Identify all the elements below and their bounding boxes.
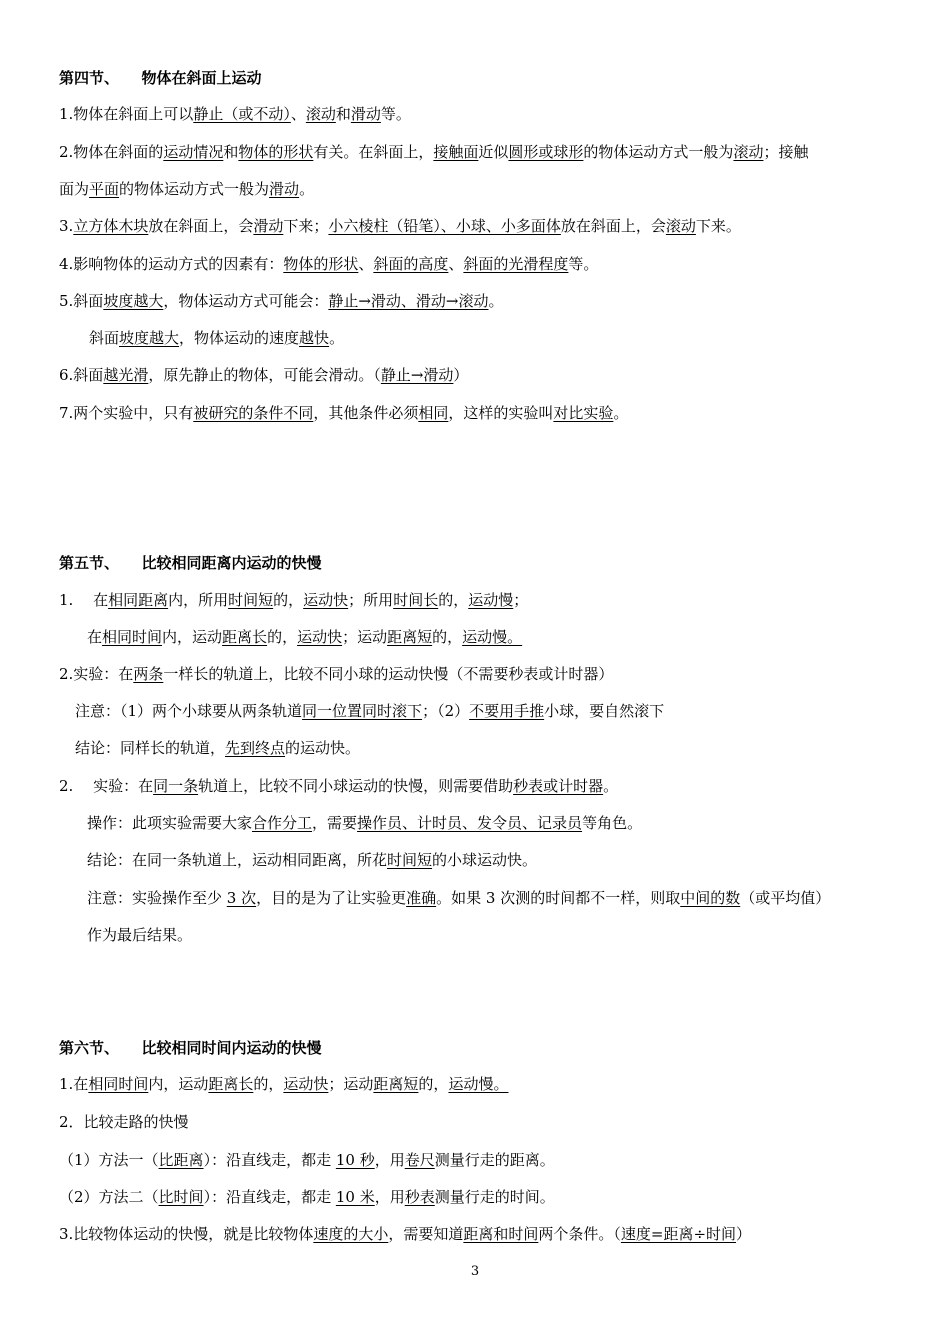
- underlined-term: 小六棱柱（铅笔）、小球、小多面体: [328, 217, 561, 235]
- s4-line-2-cont: [59, 179, 314, 199]
- text: 作为最后结果。: [87, 926, 193, 944]
- underlined-term: 静止→滑动、滑动→滚动: [328, 292, 489, 310]
- text: ；接触: [763, 143, 809, 161]
- underlined-term: 距离短: [373, 1075, 419, 1093]
- underlined-term: 坡度越大: [119, 329, 180, 347]
- underlined-term: 物体的形状: [238, 143, 314, 161]
- underlined-term: 合作分工: [252, 814, 313, 832]
- text: 。: [613, 404, 629, 422]
- s5-line-2-conclusion: [75, 738, 360, 758]
- text: 。: [488, 292, 504, 310]
- underlined-term: 越快: [299, 329, 330, 347]
- underlined-term: 3 次: [226, 889, 257, 907]
- underlined-term: 秒表: [404, 1188, 435, 1206]
- text: ，原先静止的物体，可能会滑动。（: [148, 366, 381, 384]
- text: 6.斜面: [59, 366, 104, 384]
- text: 等。: [568, 255, 599, 273]
- underlined-term: 滑动: [253, 217, 284, 235]
- s5-line-3-operation: [87, 813, 642, 833]
- underlined-term: 速度的大小: [313, 1225, 389, 1243]
- underlined-term: 被研究的条件不同: [193, 404, 314, 422]
- text: 在: [87, 628, 103, 646]
- text: 2. 实验：在: [59, 777, 154, 795]
- text: 的小球运动快。: [432, 851, 538, 869]
- text: 的，: [253, 1075, 284, 1093]
- s4-line-3: [59, 216, 741, 236]
- text: 和: [223, 143, 239, 161]
- underlined-term: 两条: [133, 665, 164, 683]
- text: 下来。: [695, 217, 741, 235]
- underlined-term: 相同时间: [88, 1075, 149, 1093]
- underlined-term: 运动快: [283, 1075, 329, 1093]
- text: 一样长的轨道上，比较不同小球的运动快慢（不需要秒表或计时器）: [163, 665, 614, 683]
- text: ）: [453, 366, 469, 384]
- text: ，物体运动的速度: [179, 329, 300, 347]
- text: 的，: [418, 1075, 449, 1093]
- text: ，需要知道: [388, 1225, 464, 1243]
- s5-line-3-note-cont: [87, 925, 192, 945]
- text: ）：沿直线走，都走: [203, 1151, 336, 1169]
- text: 注意：实验操作至少: [87, 889, 227, 907]
- text: 轨道上，比较不同小球运动的快慢，则需要借助: [198, 777, 514, 795]
- text: 的，: [432, 628, 463, 646]
- underlined-term: 距离长: [208, 1075, 254, 1093]
- text: 。: [329, 329, 345, 347]
- underlined-term: 比时间: [158, 1188, 204, 1206]
- text: 内，所用: [168, 591, 229, 609]
- s4-line-1: [59, 104, 411, 124]
- s5-line-2-note: [75, 701, 664, 721]
- text: ，其他条件必须: [313, 404, 419, 422]
- text: 的运动快。: [285, 739, 361, 757]
- underlined-term: 距离和时间: [463, 1225, 539, 1243]
- text: 。如果 3 次测的时间都不一样，则取: [436, 889, 681, 907]
- text: 7.两个实验中，只有: [59, 404, 194, 422]
- underlined-term: 运动慢。: [462, 628, 523, 646]
- text: ，目的是为了让实验更: [256, 889, 407, 907]
- s6-line-3: [59, 1224, 751, 1244]
- underlined-term: 距离长: [222, 628, 268, 646]
- underlined-term: 同一位置同时滚下: [302, 702, 423, 720]
- text: 结论：在同一条轨道上，运动相同距离，所花: [87, 851, 388, 869]
- text: 1.物体在斜面上可以: [59, 105, 194, 123]
- text: 。: [603, 777, 619, 795]
- text: 等角色。: [582, 814, 643, 832]
- text: 的，: [438, 591, 469, 609]
- underlined-term: 物体的形状: [283, 255, 359, 273]
- underlined-term: 立方体木块: [73, 217, 149, 235]
- page-number: 3: [470, 1264, 480, 1279]
- underlined-term: 滚动: [733, 143, 764, 161]
- s6-line-1: [59, 1074, 508, 1094]
- underlined-term: 同一条: [153, 777, 199, 795]
- underlined-term: 秒表或计时器: [513, 777, 604, 795]
- s5-line-1: [59, 590, 528, 610]
- underlined-term: 比距离: [158, 1151, 204, 1169]
- text: 内，运动: [162, 628, 223, 646]
- underlined-term: 卷尺: [404, 1151, 435, 1169]
- underlined-term: 运动慢: [468, 591, 514, 609]
- underlined-term: 运动情况: [163, 143, 224, 161]
- text: 内，运动: [148, 1075, 209, 1093]
- underlined-term: 滚动: [305, 105, 336, 123]
- text: 下来；: [283, 217, 329, 235]
- text: 2.实验：在: [59, 665, 134, 683]
- s5-line-1-cont: [87, 627, 522, 647]
- s5-line-2: [59, 664, 613, 684]
- text: ，物体运动方式可能会：: [163, 292, 329, 310]
- text: 结论：同样长的轨道，: [75, 739, 226, 757]
- section-6-heading: 第六节、 比较相同时间内运动的快慢: [59, 1039, 322, 1057]
- underlined-term: 运动慢。: [448, 1075, 509, 1093]
- text: 、: [290, 105, 306, 123]
- s5-line-3-note: [87, 888, 830, 908]
- s4-line-6: [59, 365, 468, 385]
- text: 1.在: [59, 1075, 89, 1093]
- text: ；: [513, 591, 529, 609]
- text: 3.: [59, 217, 74, 235]
- underlined-term: 中间的数: [680, 889, 741, 907]
- text: 测量行走的距离。: [434, 1151, 555, 1169]
- text: 有关。在斜面上，: [313, 143, 434, 161]
- underlined-term: 时间短: [387, 851, 433, 869]
- s6-line-2-method-2: [59, 1187, 555, 1207]
- text: 面为: [59, 180, 90, 198]
- underlined-term: 速度=距离÷时间: [620, 1225, 737, 1243]
- text: ，用: [374, 1188, 405, 1206]
- underlined-term: 操作员、计时员、发令员、记录员: [357, 814, 583, 832]
- s4-line-5: [59, 291, 504, 311]
- s4-line-5-cont: [89, 328, 344, 348]
- s4-line-2: [59, 142, 808, 162]
- text: 和: [335, 105, 351, 123]
- text: ，这样的实验叫: [448, 404, 554, 422]
- underlined-term: 静止→滑动: [380, 366, 454, 384]
- underlined-term: 运动快: [297, 628, 343, 646]
- text: ，需要: [312, 814, 358, 832]
- text: 。: [299, 180, 315, 198]
- text: 小球，要自然滚下: [544, 702, 665, 720]
- underlined-term: 斜面的高度: [373, 255, 449, 273]
- text: 、: [358, 255, 374, 273]
- text: 的物体运动方式一般为: [119, 180, 270, 198]
- text: 、: [448, 255, 464, 273]
- text: （1）方法一（: [59, 1151, 159, 1169]
- underlined-term: 距离短: [387, 628, 433, 646]
- underlined-term: 先到终点: [225, 739, 286, 757]
- underlined-term: 相同: [418, 404, 449, 422]
- text: 注意：（1）两个小球要从两条轨道: [75, 702, 303, 720]
- underlined-term: 斜面的光滑程度: [463, 255, 569, 273]
- text: 4.影响物体的运动方式的因素有：: [59, 255, 284, 273]
- underlined-term: 坡度越大: [103, 292, 164, 310]
- text: 两个条件。（: [538, 1225, 621, 1243]
- s5-line-3: [59, 776, 618, 796]
- underlined-term: 准确: [406, 889, 437, 907]
- s5-line-3-conclusion: [87, 850, 537, 870]
- text: 放在斜面上，会: [560, 217, 666, 235]
- underlined-term: 运动快: [303, 591, 349, 609]
- text: 斜面: [89, 329, 120, 347]
- underlined-term: 滑动: [269, 180, 300, 198]
- text: 5.斜面: [59, 292, 104, 310]
- text: ；运动: [328, 1075, 374, 1093]
- underlined-term: 10 秒: [335, 1151, 375, 1169]
- underlined-term: 接触面: [433, 143, 479, 161]
- underlined-term: 滑动: [350, 105, 381, 123]
- underlined-term: 不要用手推: [469, 702, 545, 720]
- s6-line-2-method-1: [59, 1150, 555, 1170]
- s4-line-4: [59, 254, 598, 274]
- underlined-term: 平面: [89, 180, 120, 198]
- underlined-term: 相同距离: [108, 591, 169, 609]
- text: ）：沿直线走，都走: [203, 1188, 336, 1206]
- text: ；（2）: [422, 702, 470, 720]
- text: 3.比较物体运动的快慢，就是比较物体: [59, 1225, 314, 1243]
- text: 的，: [267, 628, 298, 646]
- underlined-term: 时间长: [393, 591, 439, 609]
- text: （2）方法二（: [59, 1188, 159, 1206]
- underlined-term: 滚动: [665, 217, 696, 235]
- underlined-term: 圆形或球形: [508, 143, 584, 161]
- text: 近似: [478, 143, 509, 161]
- text: 的物体运动方式一般为: [583, 143, 734, 161]
- text: 等。: [380, 105, 411, 123]
- text: ；所用: [348, 591, 394, 609]
- underlined-term: 越光滑: [103, 366, 149, 384]
- underlined-term: 相同时间: [102, 628, 163, 646]
- s6-line-2: [59, 1112, 189, 1132]
- text: ）: [736, 1225, 752, 1243]
- underlined-term: 对比实验: [553, 404, 614, 422]
- text: 的，: [273, 591, 304, 609]
- text: 2．比较走路的快慢: [59, 1113, 189, 1131]
- underlined-term: 时间短: [228, 591, 274, 609]
- s4-line-7: [59, 403, 628, 423]
- section-5-heading: 第五节、 比较相同距离内运动的快慢: [59, 554, 322, 572]
- text: ；运动: [342, 628, 388, 646]
- text: 放在斜面上，会: [148, 217, 254, 235]
- underlined-term: 静止（或不动）: [193, 105, 291, 123]
- text: （或平均值）: [740, 889, 831, 907]
- text: 2.物体在斜面的: [59, 143, 164, 161]
- underlined-term: 10 米: [335, 1188, 375, 1206]
- text: 测量行走的时间。: [434, 1188, 555, 1206]
- section-4-heading: 第四节、 物体在斜面上运动: [59, 69, 262, 87]
- text: 1. 在: [59, 591, 109, 609]
- text: 操作：此项实验需要大家: [87, 814, 253, 832]
- text: ，用: [374, 1151, 405, 1169]
